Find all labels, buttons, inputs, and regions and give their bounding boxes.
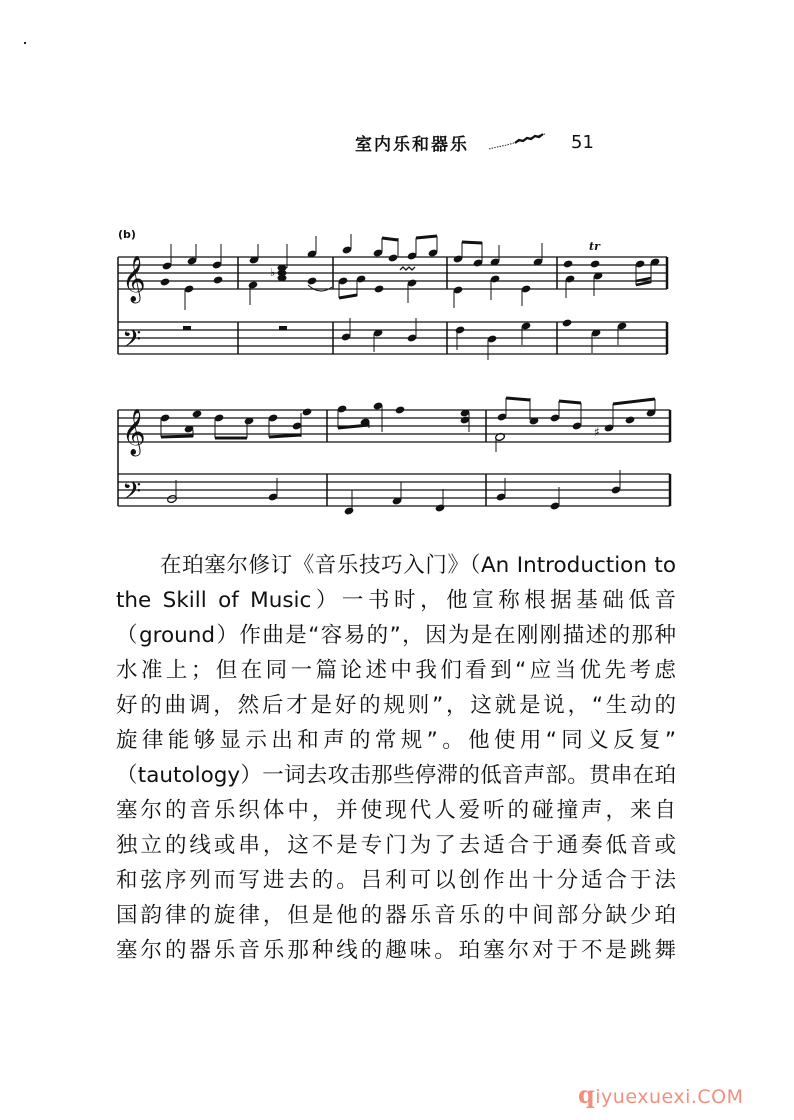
chapter-title: 室内乐和器乐 [355, 134, 469, 155]
system-1 [118, 234, 667, 360]
body-line: the Skill of Music）一书时，他宣称根据基础低音 [116, 588, 676, 613]
svg-text:𝄢: 𝄢 [122, 325, 142, 360]
svg-text:𝄢: 𝄢 [122, 477, 142, 512]
example-label: (b) [118, 228, 136, 241]
svg-text:𝄞: 𝄞 [122, 256, 146, 302]
svg-text:♭: ♭ [270, 266, 276, 279]
watermark-text: iyuexuexi.COM [595, 1086, 744, 1108]
body-line: 独立的线或串，这不是专门为了去适合于通奏低音或 [116, 833, 676, 858]
svg-text:𝄞: 𝄞 [122, 409, 146, 455]
body-line: 塞尔的音乐织体中，并使现代人爱听的碰撞声，来自 [116, 798, 676, 823]
body-line: 和弦序列而写进去的。吕利可以创作出十分适合于法 [116, 868, 676, 893]
watermark-logo-letter: q [578, 1080, 596, 1109]
body-line: 好的曲调，然后才是好的规则”，这就是说，“生动的 [116, 693, 676, 718]
body-line: 国韵律的旋律，但是他的器乐音乐的中间部分缺少珀 [116, 903, 676, 928]
svg-text:tr: tr [589, 240, 600, 253]
body-paragraph [116, 548, 676, 968]
body-line: 水准上；但在同一篇论述中我们看到“应当优先考虑 [116, 658, 676, 683]
body-line: 塞尔的器乐音乐那种线的趣味。珀塞尔对于不是跳舞 [116, 938, 676, 963]
site-watermark [578, 1080, 744, 1109]
body-line: 在珀塞尔修订《音乐技巧入门》（An Introduction to [160, 553, 676, 578]
svg-text:♯: ♯ [594, 425, 600, 439]
page-number: 51 [571, 131, 594, 153]
body-line: （ground）作曲是“容易的”，因为是在刚刚描述的那种 [116, 623, 676, 648]
system-2 [118, 398, 670, 516]
body-line: 旋律能够显示出和声的常规”。他使用“同义反复” [116, 728, 676, 753]
body-line: （tautology）一词去攻击那些停滞的低音声部。贯串在珀 [116, 763, 676, 788]
music-score [0, 0, 794, 520]
